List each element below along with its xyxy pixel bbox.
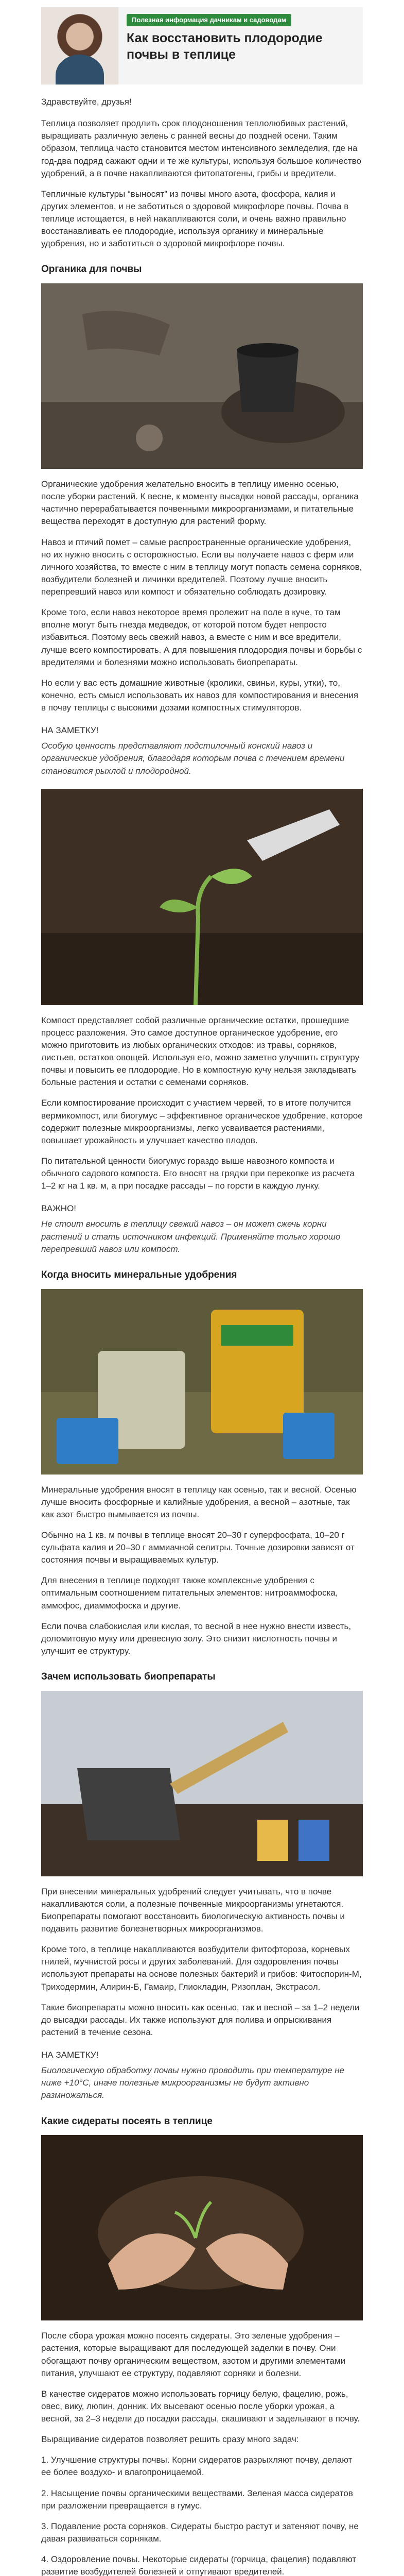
mineral-paragraph: Обычно на 1 кв. м почвы в теплице вносят 20–30 г суперфосфата, 10–20 г сульфата калия и 20–30 г аммиачной селитры. Точные дозировки зависят от состояния почвы и выращиваемых культур. [41, 1530, 355, 1565]
photo-fertilizer-bags [41, 1289, 363, 1475]
mineral-paragraph: Минеральные удобрения вносят в теплицу как осенью, так и весной. Осенью лучше вносить фосфорные и калийные удобрения, а весной – азотные, так как азот быстро вымывается из почвы. [41, 1484, 357, 1519]
compost-paragraph: По питательной ценности биогумус гораздо выше навозного компоста и обычного садового компоста. Его вносят на грядки при перекопке из расчета 1–2 кг на 1 кв. м, а при посадке рассады – по горсти в каждую лунку. [41, 1156, 355, 1191]
email-body [41, 0, 363, 2576]
author-avatar [41, 7, 118, 84]
compost-paragraph: Если компостирование происходит с участием червей, то в итоге получится вермикомпост, или биогумус – эффективное органическое удобрение, которое содержит полезные микроорганизмы, легко усваивается растениями, повышает урожайность и улучшает качество плодов. [41, 1098, 363, 1145]
note-block [41, 2049, 363, 2102]
list-item: 3. Подавление роста сорняков. Сидераты быстро растут и затеняют почву, не давая развиваться сорнякам. [41, 2521, 359, 2544]
photo-watering-can [41, 1691, 363, 1876]
bio-paragraph: Кроме того, в теплице накапливаются возбудители фитофтороза, корневых гнилей, мучнистой росы и других заболеваний. Для оздоровления почвы используют препараты на основе полезных бактерий и грибов: Фитоспорин-М, Триходермин, Алирин-Б, Гамаир, Глиокладин, Ризоплан, Экстрасол. [41, 1944, 362, 1992]
note-block [41, 1202, 363, 1256]
note-text: Не стоит вносить в теплицу свежий навоз – он может сжечь корни растений и стать источником инфекций. Применяйте только хорошо перепревший навоз или компост. [41, 1219, 341, 1254]
page-title: Как восстановить плодородие почвы в теплице [127, 31, 323, 62]
note-title: НА ЗАМЕТКУ! [41, 2050, 99, 2060]
note-text: Биологическую обработку почвы нужно проводить при температуре не ниже +10°C, иначе полезные микроорганизмы не будут активно размножаться. [41, 2065, 345, 2100]
photo-hands-soil [41, 2135, 363, 2320]
bio-paragraph: Такие биопрепараты можно вносить как осенью, так и весной – за 1–2 недели до высадки рассады. Их также используют для полива и опрыскивания растений в течение сезона. [41, 2002, 360, 2037]
organic-paragraph: Навоз и птичий помет – самые распространенные органические удобрения, но их нужно вносить с осторожностью. Если вы получаете навоз с ферм или личного хозяйства, то вместе с ним в теплицу могут попасть семена сорняков, возбудители болезней и личинки вредителей. Поэтому лучше вносить перепревший навоз или компост и обязательно соблюдать дозировку. [41, 537, 362, 597]
section-heading-bio: Зачем использовать биопрепараты [41, 1671, 216, 1682]
section-heading-organic: Органика для почвы [41, 264, 142, 275]
intro-paragraph: Теплица позволяет продлить срок плодоношения теплолюбивых растений, выращивать различную зелень с ранней весны до поздней осени. Таким образом, теплица часто становится местом интенсивного земледелия, где на год-два подряд сажают одни и те же культуры, используя большое количество удобрений, а в почве накапливаются фитопатогены, грибы и вредители. [41, 118, 361, 178]
siderata-list [41, 2454, 363, 2576]
header-text [118, 7, 363, 84]
greeting: Здравствуйте, друзья! [41, 97, 132, 107]
organic-paragraph: Кроме того, если навоз некоторое время пролежит на поле в куче, то там вполне могут быть гнезда медведок, от которой потом будет непросто избавиться. Поэтому весь свежий навоз, а вместе с ним и все вредители, лучше всего компостировать. А для повышения плодородия почвы и борьбы с вредителями и болезнями можно использовать биопрепараты. [41, 607, 362, 667]
mineral-paragraph: Если почва слабокислая или кислая, то весной в нее нужно внести известь, доломитовую муку или древесную золу. Это снизит кислотность почвы и улучшит ее структуру. [41, 1621, 352, 1656]
list-item: 2. Насыщение почвы органическими веществами. Зеленая масса сидератов при разложении превращается в гумус. [41, 2488, 353, 2511]
list-item: 4. Оздоровление почвы. Некоторые сидераты (горчица, фацелия) подавляют развитие возбудителей болезней и отпугивают вредителей. [41, 2554, 357, 2576]
section-heading-mineral: Когда вносить минеральные удобрения [41, 1269, 237, 1280]
photo-manure-bucket [41, 283, 363, 469]
note-text: Особую ценность представляют подстилочный конский навоз и органические удобрения, благодаря которым почва с течением времени становится рыхлой и плодородной. [41, 741, 345, 776]
note-title: НА ЗАМЕТКУ! [41, 725, 99, 736]
note-block [41, 724, 363, 777]
list-item: 1. Улучшение структуры почвы. Корни сидератов разрыхляют почву, делают ее более воздухо- и влагопроницаемой. [41, 2455, 353, 2478]
siderata-paragraph: Выращивание сидератов позволяет решить сразу много задач: [41, 2434, 299, 2445]
photo-compost-sprout [41, 789, 363, 1005]
intro-paragraph: Тепличные культуры “выносят” из почвы много азота, фосфора, калия и других элементов, и не заботиться о здоровой микрофлоре почвы. Почва в теплице истощается, в ней накапливаются соли, и очень важно правильно восстанавливать ее плодородие, используя органику и минеральные удобрения, но и заботиться о здоровой микрофлоре почвы. [41, 189, 349, 249]
header [41, 7, 363, 84]
section-heading-siderata: Какие сидераты посеять в теплице [41, 2115, 213, 2127]
compost-paragraph: Компост представляет собой различные органические остатки, прошедшие процесс разложения. Это самое доступное органическое удобрение, его можно приготовить из любых органических отходов: из травы, сорняков, листьев, остатков овощей. Используя его, можно заметно улучшить структуру почвы и повысить ее плодородие. Но в компостную кучу нельзя закладывать больные растения и остатки с семенами сорняков. [41, 1015, 360, 1088]
bio-paragraph: При внесении минеральных удобрений следует учитывать, что в почве накапливаются соли, а полезные почвенные микроорганизмы угнетаются. Биопрепараты помогают восстановить биологическую активность почвы и подавить развитие болезнетворных микроорганизмов. [41, 1886, 345, 1934]
siderata-paragraph: После сбора урожая можно посеять сидераты. Это зеленые удобрения – растения, которые выращивают для последующей заделки в почву. Они обогащают почву органическим веществом, азотом и другими элементами питания, улучшают ее структуру, подавляют сорняки и болезни. [41, 2331, 346, 2378]
organic-paragraph: Но если у вас есть домашние животные (кролики, свиньи, куры, утки), то, конечно, есть смысл использовать их навоз для компостирования и внесения в почву теплицы с высокими дозами компостных стимуляторов. [41, 677, 359, 713]
mineral-paragraph: Для внесения в теплице подходят также комплексные удобрения с оптимальным соотношением питательных элементов: нитроаммофоска, аммофос, диаммофоска и другие. [41, 1575, 338, 1611]
siderata-paragraph: В качестве сидератов можно использовать горчицу белую, фацелию, рожь, овес, вику, люпин, донник. Их высевают осенью после уборки урожая, а весной, за 2–3 недели до посадки рассады, скашивают и заделывают в почву. [41, 2388, 360, 2424]
header-badge: Полезная информация дачникам и садоводам [127, 14, 291, 26]
organic-paragraph: Органические удобрения желательно вносить в теплицу именно осенью, после уборки растений. К весне, к моменту высадки новой рассады, органика частично перерабатывается почвенными микроорганизмами, и питательные вещества переходят в доступную для растений форму. [41, 479, 359, 527]
note-title: ВАЖНО! [41, 1204, 77, 1214]
